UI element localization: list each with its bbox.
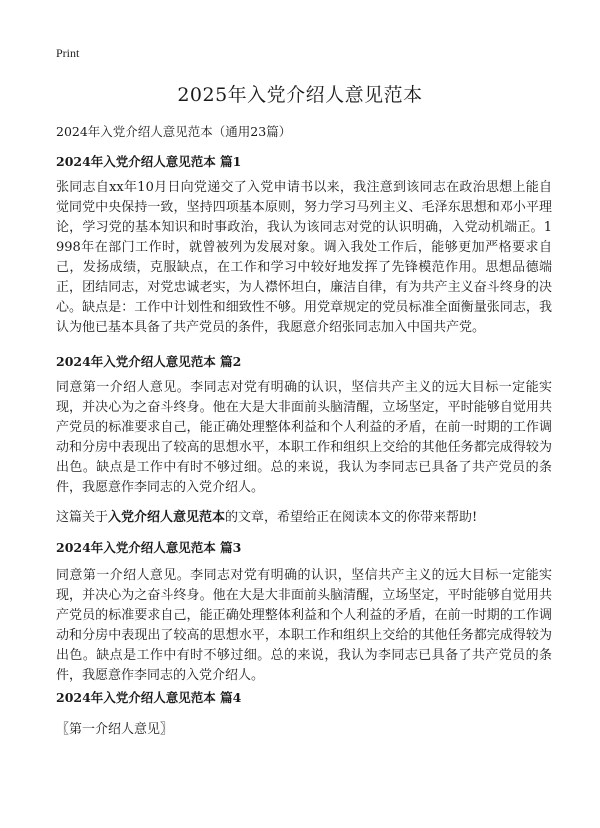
section-heading-1: 2024年入党介绍人意见范本 篇1 xyxy=(56,154,242,169)
section-paragraph-4: 〖第一介绍人意见〗 xyxy=(56,722,174,737)
closing-prefix: 这篇关于 xyxy=(56,510,109,525)
closing-link-text: 入党介绍人意见范本 xyxy=(108,510,226,525)
section-paragraph-3: 同意第一介绍人意见。李同志对党有明确的认识，坚信共产主义的远大目标一定能实现，并决心为之奋斗终身。他在大是大非面前头脑清醒，立场坚定，平时能够自觉用共产党员的标准要求自己，能正确处理整体利益和个人利益的矛盾，在前一时期的工作调动和分房中表现出了较高的思想水平，本职工作和组织上交给的其他任务都完成得较为出色。缺点是工作中有时不够过细。总的来说，我认为李同志已具备了共产党员的条件，我愿意作李同志的入党介绍人。 xyxy=(56,568,552,683)
section-heading-3: 2024年入党介绍人意见范本 篇3 xyxy=(56,540,242,555)
section-paragraph-1: 张同志自xx年10月日向党递交了入党申请书以来，我注意到该同志在政治思想上能自觉同党中央保持一致，坚持四项基本原则，努力学习马列主义、毛泽东思想和邓小平理论，学习党的基本知识和时事政治，我认为该同志对党的认识明确，入党动机端正。1998年在部门工作时，就曾被列为发展对象。调入我处工作后，能够更加严格要求自己，发扬成绩，克服缺点，在工作和学习中较好地发挥了先锋模范作用。思想品德端正，团结同志，对党忠诚老实，为人襟怀坦白，廉洁自律，有为共产主义奋斗终身的决心。缺点是：工作中计划性和细致性不够。用党章规定的党员标准全面衡量张同志，我认为他已基本具备了共产党员的条件，我愿意介绍张同志加入中国共产党。 xyxy=(56,180,552,335)
closing-suffix: 的文章，希望给正在阅读本文的你带来帮助! xyxy=(225,510,478,525)
section-paragraph-2: 同意第一介绍人意见。李同志对党有明确的认识，坚信共产主义的远大目标一定能实现，并决心为之奋斗终身。他在大是大非面前头脑清醒，立场坚定，平时能够自觉用共产党员的标准要求自己，能正确处理整体利益和个人利益的矛盾，在前一时期的工作调动和分房中表现出了较高的思想水平，本职工作和组织上交给的其他任务都完成得较为出色。缺点是工作中有时不够过细。总的来说，我认为李同志已具备了共产党员的条件，我愿意作李同志的入党介绍人。 xyxy=(56,380,552,495)
section-heading-2: 2024年入党介绍人意见范本 篇2 xyxy=(56,354,242,369)
section-heading-4: 2024年入党介绍人意见范本 篇4 xyxy=(56,690,242,705)
print-label[interactable]: Print xyxy=(56,46,80,60)
document-subtitle: 2024年入党介绍人意见范本（通用23篇） xyxy=(56,124,292,139)
closing-note xyxy=(56,506,477,525)
page-title: 2025年入党介绍人意见范本 xyxy=(177,84,423,106)
